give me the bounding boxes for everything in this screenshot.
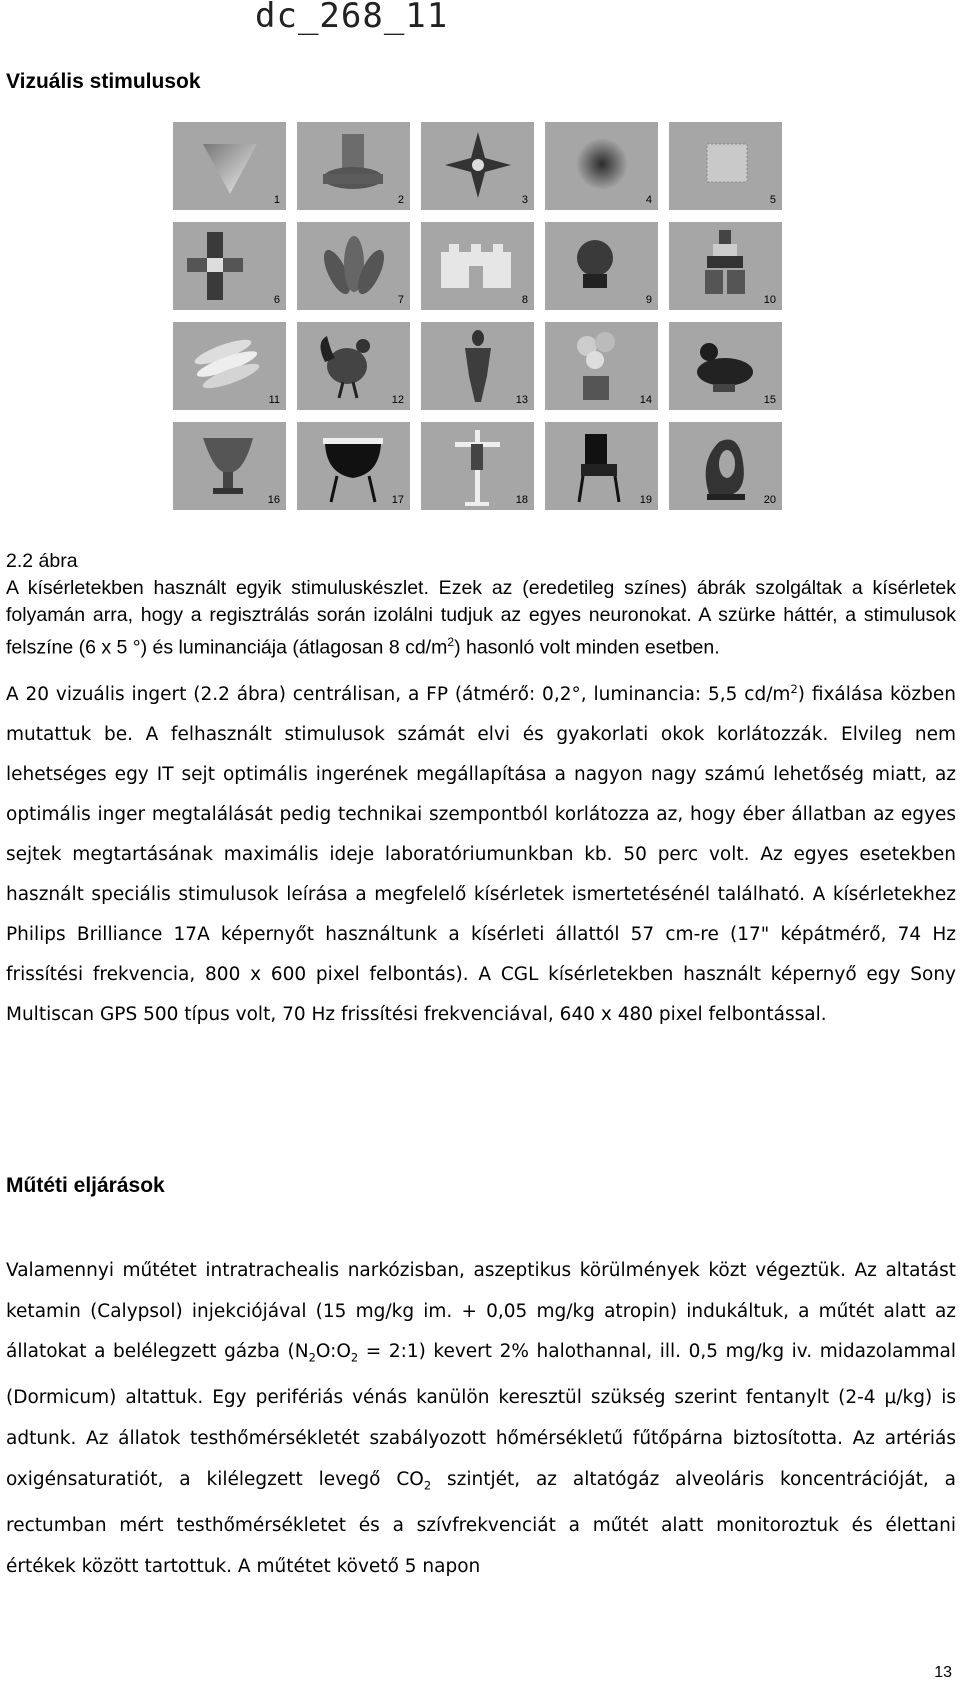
stimulus-8 [421, 222, 534, 310]
stimulus-15 [669, 322, 782, 410]
stimulus-3 [421, 122, 534, 210]
stimulus-number: 8 [521, 294, 528, 306]
stimulus-12 [297, 322, 410, 410]
stimulus-number: 14 [639, 394, 652, 406]
section-title-visual-stimuli: Vizuális stimulusok [6, 70, 201, 93]
stimulus-number: 9 [645, 294, 652, 306]
stimulus-number: 5 [769, 194, 776, 206]
stimulus-16 [173, 422, 286, 510]
stimulus-number: 12 [391, 394, 404, 406]
stimulus-number: 15 [763, 394, 776, 406]
page-number: 13 [934, 1664, 952, 1681]
stimulus-number: 19 [639, 494, 652, 506]
stimulus-14 [545, 322, 658, 410]
stimulus-number: 16 [267, 494, 280, 506]
stimulus-13 [421, 322, 534, 410]
stimulus-number: 3 [521, 194, 528, 206]
paragraph-surgery: Valamennyi műtétet intratrachealis narkózisban, aszeptikus körülmények közt végeztük. Az altatást ketamin (Calypsol) injekciójával (15 mg/kg im. + 0,05 mg/kg atropin) indukáltuk, a műtét alatt az állatokat a belélegzett gázba ($N_2O:O_2$ = 2:1) kevert 2% halothannal, ill. 0,5 mg/kg iv. midazolammal (Dormicum) altattuk. Egy perifériás vénás kanülön keresztül szükség szerint fentanylt (2-4 μ/kg) is adtunk. Az állatok testhőmérsékletét szabályozott hőmérsékletű fűtőpárna biztosította. Az artériás oxigénsaturatiót, a kilélegzett levegő $CO_2$ szintjét, az altatógáz alveoláris koncentrációját, a rectumban mért testhőmérsékletet és a szívfrekvenciát a műtét alatt monitoroztuk és élettani értékek között tartottuk. A műtétet követő 5 napon [6, 1260, 957, 1577]
stimulus-6 [173, 222, 286, 310]
stimulus-2 [297, 122, 410, 210]
figure-caption [6, 548, 956, 662]
stimulus-17 [297, 422, 410, 510]
paragraph-stimuli: A 20 vizuális ingert (2.2 ábra) centrálisan, a FP (átmérő: 0,2°, luminancia: 5,5 $cd/m^2$) fixálása közben mutattuk be. A felhasznált stimulusok számát elvi és gyakorlati okok korlátozzák. Elvileg nem lehetséges egy IT sejt optimális ingerének megállapítása a nagyon nagy számú lehetőség miatt, az optimális inger megtalálását pedig technikai szempontból korlátozza az, hogy éber állatban az egyes sejtek megtartásának maximális ideje laboratóriumunkban kb. 50 perc volt. Az egyes esetekben használt speciális stimulusok leírása a megfelelő kísérletek ismertetésénél található. A kísérletekhez Philips Brilliance 17A képernyőt használtunk a kísérleti állattól 57 cm-re (17" képátmérő, 74 Hz frissítési frekvencia, 800 x 600 pixel felbontás). A CGL kísérletekben használt képernyő egy Sony Multiscan GPS 500 típus volt, 70 Hz frissítési frekvenciával, 640 x 480 pixel felbontással. [6, 682, 956, 1026]
stimulus-number: 7 [397, 294, 404, 306]
stimulus-number: 6 [273, 294, 280, 306]
stimulus-10 [669, 222, 782, 310]
stimulus-number: 20 [763, 494, 776, 506]
stimulus-5 [669, 122, 782, 210]
stimulus-number: 2 [397, 194, 404, 206]
stimulus-19 [545, 422, 658, 510]
figure-label: 2.2 ábra [6, 550, 78, 572]
stimulus-7 [297, 222, 410, 310]
document-code: dc_268_11 [255, 0, 449, 36]
stimulus-number: 4 [645, 194, 652, 206]
stimulus-18 [421, 422, 534, 510]
stimulus-11 [173, 322, 286, 410]
stimulus-number: 17 [391, 494, 404, 506]
section-title-surgical-procedures: Műtéti eljárások [6, 1174, 165, 1197]
stimulus-20 [669, 422, 782, 510]
stimulus-number: 11 [268, 394, 280, 406]
stimulus-9 [545, 222, 658, 310]
stimulus-1 [173, 122, 286, 210]
stimulus-number: 13 [515, 394, 528, 406]
stimulus-number: 18 [515, 494, 528, 506]
stimulus-number: 10 [763, 294, 776, 306]
stimulus-4 [545, 122, 658, 210]
figure-description: A kísérletekben használt egyik stimuluskészlet. Ezek az (eredetileg színes) ábrák szolgáltak a kísérletek folyamán arra, hogy a regisztrálás során izolálni tudjuk az egyes neuronokat. A szürke háttér, a stimulusok felszíne (6 x 5 °) és luminanciája (átlagosan 8 $cd/m^2$) hasonló volt minden esetben. [6, 577, 956, 659]
stimulus-number: 1 [273, 194, 280, 206]
stimulus-figure [173, 122, 795, 526]
